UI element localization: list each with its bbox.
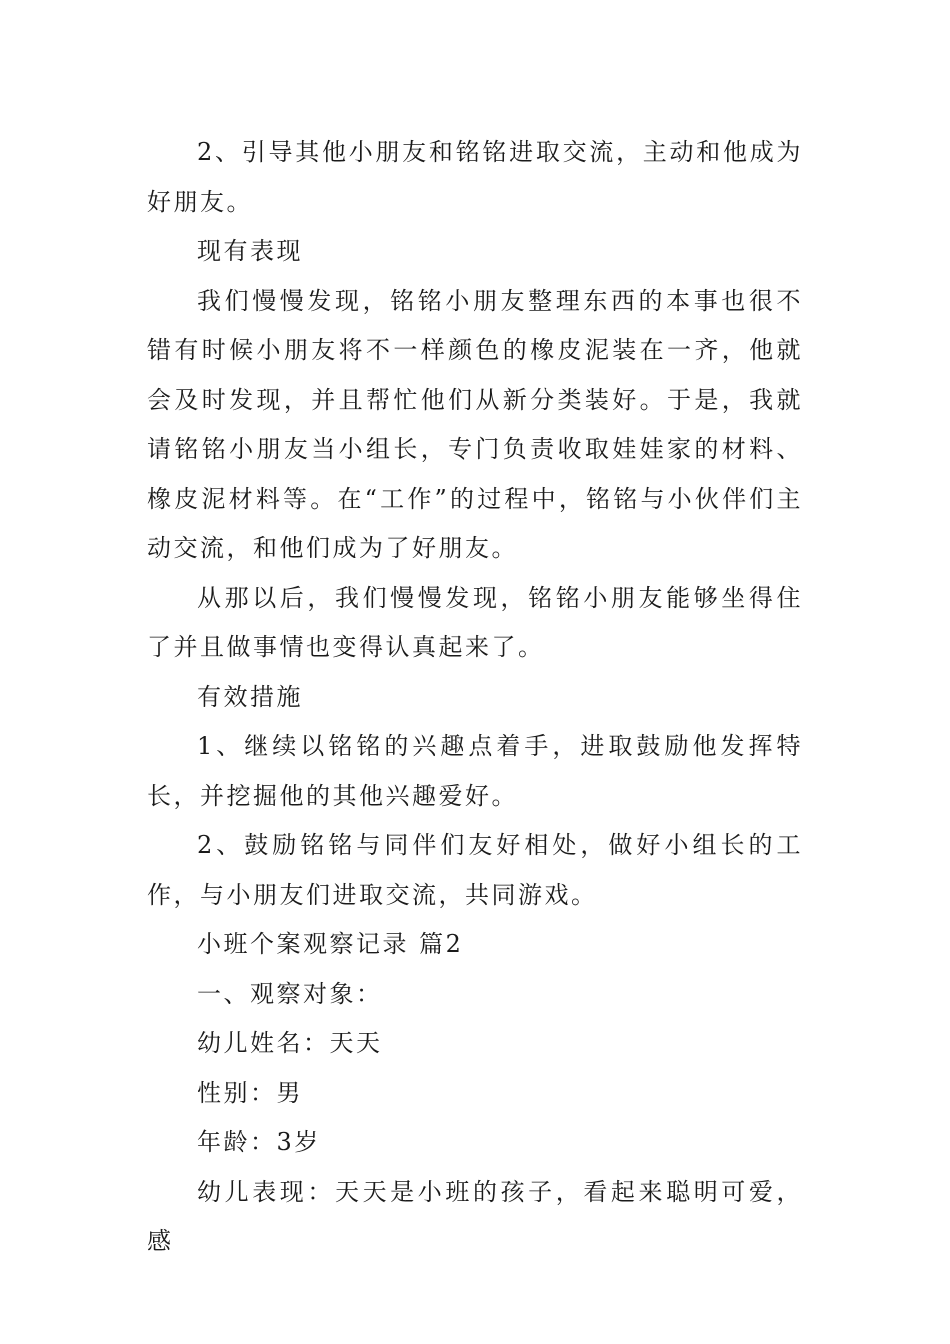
heading-current-performance: 现有表现 bbox=[197, 237, 303, 265]
age-line: 年龄：3岁 bbox=[197, 1128, 321, 1156]
heading-observation-subject: 一、观察对象： bbox=[197, 979, 383, 1008]
paragraph-measure-2: 2、引导其他小朋友和铭铭进取交流，主动和他成为好朋友。 bbox=[147, 138, 803, 216]
paragraph-discovery: 我们慢慢发现，铭铭小朋友整理东西的本事也很不错有时候小朋友将不一样颜色的橡皮泥装在一齐，他就会及时发现，并且帮忙他们从新分类装好。于是，我就请铭铭小朋友当小组长，专门负责收取娃娃家的材料、橡皮泥材料等。在“工作”的过程中，铭铭与小伙伴们主动交流，和他们成为了好朋友。 bbox=[147, 286, 803, 562]
paragraph-measure-2b: 2、鼓励铭铭与同伴们友好相处，做好小组长的工作，与小朋友们进取交流，共同游戏。 bbox=[147, 831, 803, 909]
paragraph-measure-1: 1、继续以铭铭的兴趣点着手，进取鼓励他发挥特长，并挖掘他的其他兴趣爱好。 bbox=[147, 732, 803, 810]
child-performance-line: 幼儿表现：天天是小班的孩子，看起来聪明可爱，感 bbox=[147, 1177, 803, 1255]
child-name-line: 幼儿姓名：天天 bbox=[197, 1029, 383, 1057]
gender-line: 性别：男 bbox=[197, 1078, 303, 1107]
section-title-part2: 小班个案观察记录 篇2 bbox=[197, 930, 464, 958]
paragraph-since-then: 从那以后，我们慢慢发现，铭铭小朋友能够坐得住了并且做事情也变得认真起来了。 bbox=[147, 583, 803, 661]
heading-effective-measures: 有效措施 bbox=[197, 682, 303, 711]
document-page bbox=[147, 128, 803, 1267]
